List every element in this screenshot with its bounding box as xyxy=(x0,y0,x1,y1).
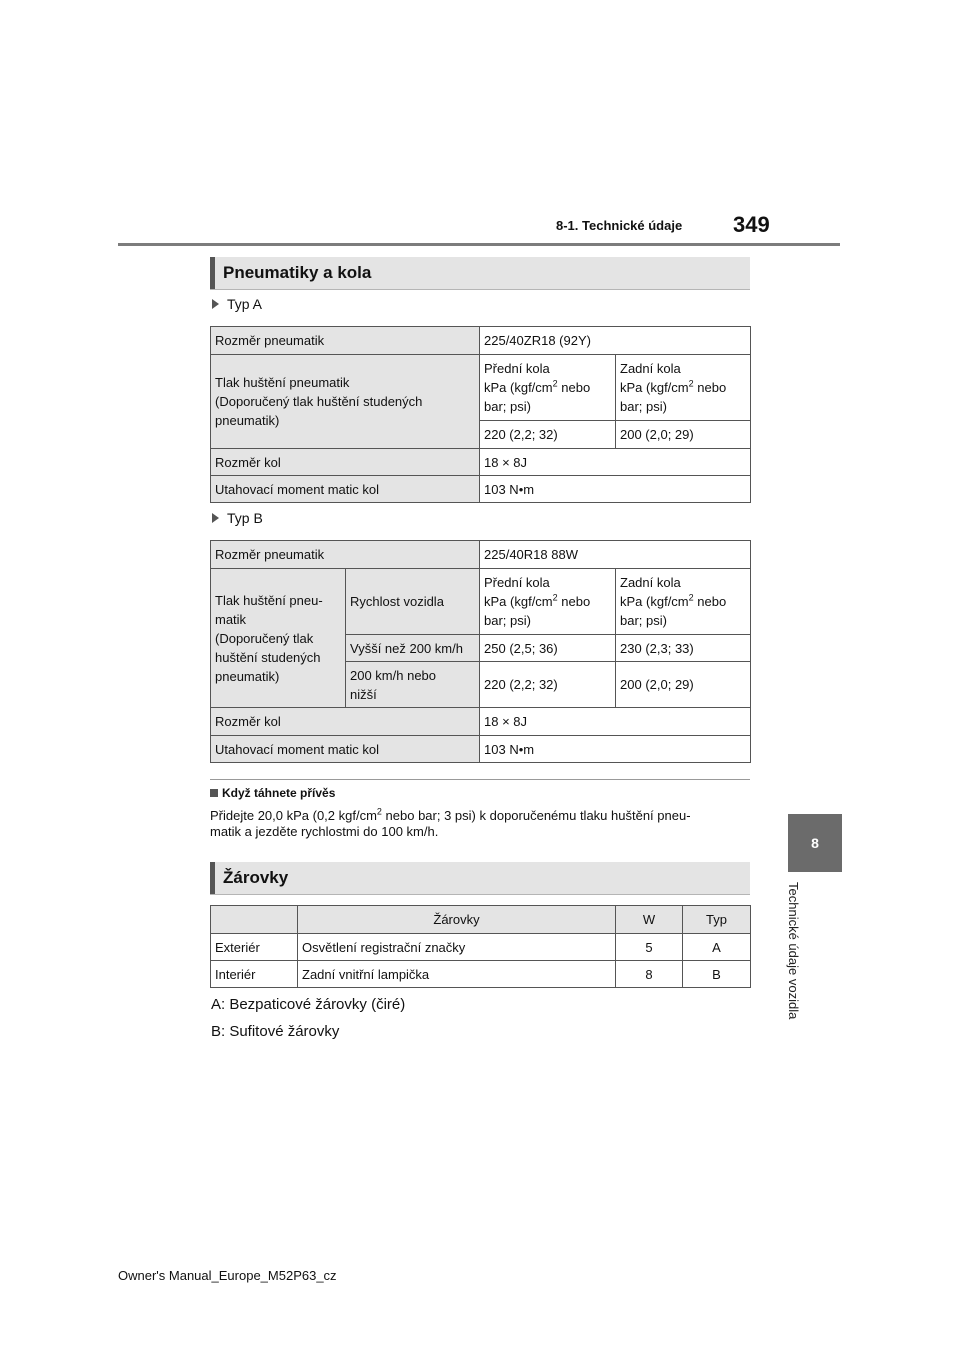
note-divider xyxy=(210,779,750,780)
tire-size-value: 225/40ZR18 (92Y) xyxy=(480,327,751,355)
table-row xyxy=(211,355,751,421)
rear-pressure-value: 200 (2,0; 29) xyxy=(616,421,751,449)
variant-label-a xyxy=(212,296,262,312)
rear-wheels-header: Zadní kola kPa ($kgf/cm^2$ nebo bar; psi) xyxy=(616,569,751,635)
legend-b: B: Sufitové žárovky xyxy=(211,1023,340,1040)
table-row xyxy=(211,327,751,355)
front-wheels-header: Přední kola kPa ($kgf/cm^2$ nebo bar; psi) xyxy=(480,355,616,421)
column-header-bulbs: Žárovky xyxy=(298,906,616,934)
towing-note-heading-text: Když táhnete přívěs xyxy=(222,786,336,800)
chapter-tab: 8 xyxy=(788,814,842,872)
rear-pressure-value: 230 (2,3; 33) xyxy=(616,635,751,662)
table-row xyxy=(211,934,751,961)
speed-label: Rychlost vozidla xyxy=(346,569,480,635)
front-pressure-value: 220 (2,2; 32) xyxy=(480,662,616,708)
table-row xyxy=(211,476,751,503)
tires-section-heading xyxy=(210,257,750,290)
chapter-side-label-text: Technické údaje vozidla xyxy=(786,882,801,1020)
front-pressure-value: 220 (2,2; 32) xyxy=(480,421,616,449)
bulb-name: Osvětlení registrační značky xyxy=(298,934,616,961)
speed-value: 200 km/h nebo nižší xyxy=(346,662,480,708)
bulb-location: Exteriér xyxy=(211,934,298,961)
column-header-w: W xyxy=(616,906,683,934)
speed-value: Vyšší než 200 km/h xyxy=(346,635,480,662)
variant-label-b xyxy=(212,510,263,526)
bulb-type: A xyxy=(683,934,751,961)
variant-label-b-text: Typ B xyxy=(227,510,263,526)
wheel-size-value: 18 × 8J xyxy=(480,449,751,476)
rear-wheels-header: Zadní kola kPa ($kgf/cm^2$ nebo bar; psi) xyxy=(616,355,751,421)
tire-table-type-b xyxy=(210,540,751,763)
table-row xyxy=(211,736,751,763)
chapter-side-label xyxy=(787,882,801,1052)
triangle-bullet-icon xyxy=(212,513,219,523)
page-number: 349 xyxy=(733,212,770,237)
table-row xyxy=(211,708,751,736)
front-wheels-header: Přední kola kPa ($kgf/cm^2$ nebo bar; psi) xyxy=(480,569,616,635)
legend-a: A: Bezpaticové žárovky (čiré) xyxy=(211,996,406,1013)
table-header-row xyxy=(211,906,751,934)
towing-note-heading xyxy=(210,786,335,800)
tires-section-title: Pneumatiky a kola xyxy=(223,263,372,282)
table-row xyxy=(211,569,751,635)
tire-size-label: Rozměr pneumatik xyxy=(211,327,480,355)
column-header-type: Typ xyxy=(683,906,751,934)
rear-pressure-value: 200 (2,0; 29) xyxy=(616,662,751,708)
wheel-size-value: 18 × 8J xyxy=(480,708,751,736)
table-row xyxy=(211,541,751,569)
bulbs-section-heading xyxy=(210,862,750,895)
bulb-wattage: 8 xyxy=(616,961,683,988)
bulbs-table xyxy=(210,905,751,988)
bulb-wattage: 5 xyxy=(616,934,683,961)
wheel-size-label: Rozměr kol xyxy=(211,449,480,476)
torque-value: 103 N•m xyxy=(480,476,751,503)
tire-size-label: Rozměr pneumatik xyxy=(211,541,480,569)
tire-table-type-a xyxy=(210,326,751,503)
table-row xyxy=(211,449,751,476)
bulb-location: Interiér xyxy=(211,961,298,988)
pressure-label: Tlak huštění pneumatik (Doporučený tlak huštění studených pneumatik) xyxy=(211,355,480,449)
torque-value: 103 N•m xyxy=(480,736,751,763)
towing-note-text: Přidejte 20,0 kPa (0,2 kgf/$cm^2$ nebo bar; 3 psi) k doporučenému tlaku huštění pneu- matik a jezděte rychlostmi do 100 km/h. xyxy=(210,806,691,839)
torque-label: Utahovací moment matic kol xyxy=(211,476,480,503)
footer-text: Owner's Manual_Europe_M52P63_cz xyxy=(118,1268,337,1283)
header-divider xyxy=(118,243,840,246)
pressure-label: Tlak huštění pneu- matik (Doporučený tlak huštění studených pneumatik) xyxy=(211,569,346,708)
bulb-type: B xyxy=(683,961,751,988)
triangle-bullet-icon xyxy=(212,299,219,309)
wheel-size-label: Rozměr kol xyxy=(211,708,480,736)
table-row xyxy=(211,961,751,988)
bulbs-section-title: Žárovky xyxy=(223,868,289,887)
bulb-name: Zadní vnitřní lampička xyxy=(298,961,616,988)
column-header-location xyxy=(211,906,298,934)
tire-size-value: 225/40R18 88W xyxy=(480,541,751,569)
section-title: 8-1. Technické údaje xyxy=(556,218,683,233)
torque-label: Utahovací moment matic kol xyxy=(211,736,480,763)
square-bullet-icon xyxy=(210,789,218,797)
front-pressure-value: 250 (2,5; 36) xyxy=(480,635,616,662)
variant-label-a-text: Typ A xyxy=(227,296,263,312)
